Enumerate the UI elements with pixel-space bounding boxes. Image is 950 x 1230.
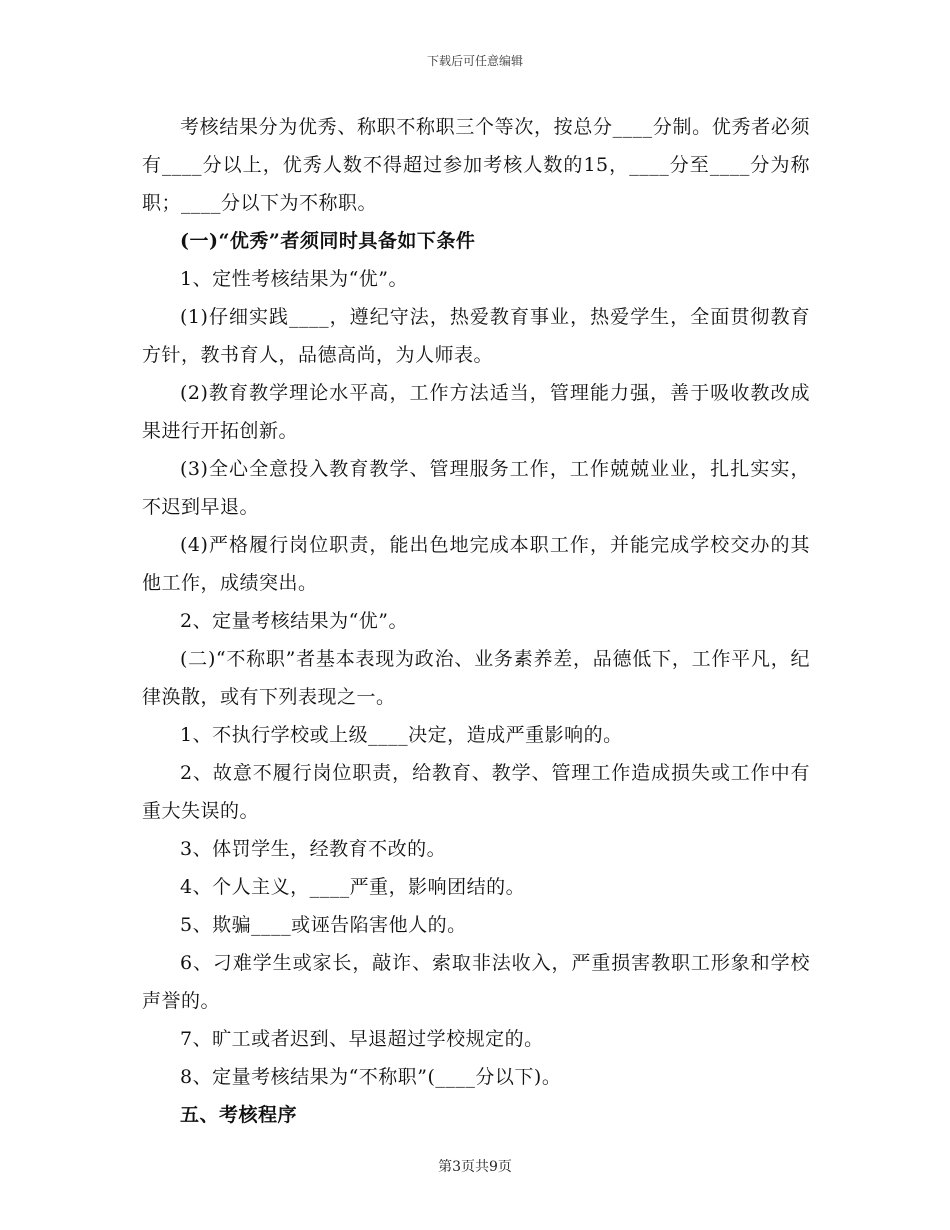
paragraph-incompetent-6: 6、刁难学生或家长，敲诈、索取非法收入，严重损害教职工形象和学校声誉的。	[142, 952, 810, 1012]
paragraph-qualitative-excellent: 1、定性考核结果为“优”。	[180, 268, 409, 290]
page-header: 下载后可任意编辑	[426, 54, 523, 68]
heading-excellent-conditions: (一)“优秀”者须同时具备如下条件	[180, 230, 476, 252]
paragraph-incompetent-8: 8、定量考核结果为“不称职”(____分以下)。	[180, 1066, 562, 1088]
document-body	[142, 108, 810, 1134]
paragraph-incompetent-intro: (二)“不称职”者基本表现为政治、业务素养差，品德低下，工作平凡，纪律涣散，或有下列表现之一。	[142, 648, 810, 708]
paragraph-quantitative-excellent: 2、定量考核结果为“优”。	[180, 610, 409, 632]
heading-assessment-procedure: 五、考核程序	[180, 1104, 298, 1126]
paragraph-incompetent-7: 7、旷工或者迟到、早退超过学校规定的。	[180, 1028, 544, 1050]
paragraph-incompetent-1: 1、不执行学校或上级____决定，造成严重影响的。	[180, 724, 623, 746]
paragraph-item-4: (4)严格履行岗位职责，能出色地完成本职工作，并能完成学校交办的其他工作，成绩突出。	[142, 534, 810, 594]
paragraph-incompetent-4: 4、个人主义，____严重，影响团结的。	[180, 876, 526, 898]
page-number: 第3页共9页	[438, 1159, 512, 1175]
paragraph-item-2: (2)教育教学理论水平高，工作方法适当，管理能力强，善于吸收教改成果进行开拓创新。	[142, 382, 810, 442]
paragraph-incompetent-2: 2、故意不履行岗位职责，给教育、教学、管理工作造成损失或工作中有重大失误的。	[142, 762, 810, 822]
paragraph-item-3: (3)全心全意投入教育教学、管理服务工作，工作兢兢业业，扎扎实实，不迟到早退。	[142, 458, 810, 518]
paragraph-incompetent-5: 5、欺骗____或诬告陷害他人的。	[180, 914, 467, 936]
paragraph-item-1: (1)仔细实践____，遵纪守法，热爱教育事业，热爱学生，全面贯彻教育方针，教书育人，品德高尚，为人师表。	[142, 306, 810, 366]
paragraph-incompetent-3: 3、体罚学生，经教育不改的。	[180, 838, 447, 860]
paragraph-grading-rules: 考核结果分为优秀、称职不称职三个等次，按总分____分制。优秀者必须有____分以上，优秀人数不得超过参加考核人数的15，____分至____分为称职；____分以下为不称职。	[142, 116, 810, 214]
